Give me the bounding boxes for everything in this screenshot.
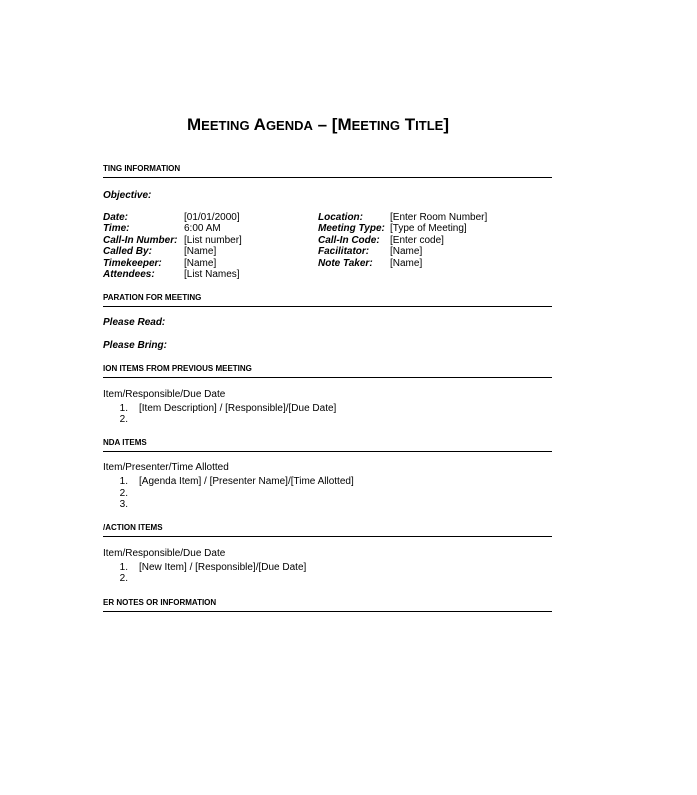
objective-label: Objective: bbox=[103, 190, 152, 201]
list-item-number: 1. bbox=[119, 403, 128, 414]
title-text: EETING bbox=[351, 118, 401, 133]
call-in-number-value: [List number] bbox=[184, 235, 242, 246]
list-item: [Agenda Item] / [Presenter Name]/[Time Allotted] bbox=[139, 476, 354, 487]
call-in-code-label: Call-In Code: bbox=[318, 235, 380, 246]
list-item: [Item Description] / [Responsible]/[Due Date] bbox=[139, 403, 337, 414]
attendees-value: [List Names] bbox=[184, 269, 240, 280]
attendees-label: Attendees: bbox=[103, 269, 155, 280]
timekeeper-label: Timekeeper: bbox=[103, 258, 162, 269]
please-read-label: Please Read: bbox=[103, 317, 166, 328]
called-by-value: [Name] bbox=[184, 246, 217, 257]
list-item-number: 2. bbox=[119, 573, 128, 584]
list-item: [New Item] / [Responsible]/[Due Date] bbox=[139, 562, 307, 573]
action-items-header: Item/Responsible/Due Date bbox=[103, 389, 226, 400]
facilitator-value: [Name] bbox=[390, 246, 423, 257]
list-item-number: 1. bbox=[119, 562, 128, 573]
please-bring-label: Please Bring: bbox=[103, 340, 167, 351]
location-value: [Enter Room Number] bbox=[390, 212, 488, 223]
new-action-items-header: Item/Responsible/Due Date bbox=[103, 548, 226, 559]
list-item-number: 1. bbox=[119, 476, 128, 487]
title-text: T bbox=[404, 115, 416, 134]
section-heading-meeting-information: TING INFORMATION bbox=[103, 164, 552, 178]
title-text: ] bbox=[443, 115, 449, 134]
title-text: GENDA bbox=[265, 118, 313, 133]
section-heading-other-notes: ER NOTES OR INFORMATION bbox=[103, 598, 552, 612]
section-heading-preparation: PARATION FOR MEETING bbox=[103, 293, 552, 307]
meeting-type-value: [Type of Meeting] bbox=[390, 223, 467, 234]
title-text: EETING bbox=[201, 118, 250, 133]
call-in-code-value: [Enter code] bbox=[390, 235, 444, 246]
title-text: ITLE bbox=[415, 118, 444, 133]
location-label: Location: bbox=[318, 212, 363, 223]
date-label: Date: bbox=[103, 212, 129, 223]
list-item-number: 2. bbox=[119, 414, 128, 425]
page-title bbox=[0, 115, 636, 135]
time-label: Time: bbox=[103, 223, 130, 234]
timekeeper-value: [Name] bbox=[184, 258, 217, 269]
note-taker-label: Note Taker: bbox=[318, 258, 373, 269]
list-item-number: 2. bbox=[119, 488, 128, 499]
list-item-number: 3. bbox=[119, 499, 128, 510]
call-in-number-label: Call-In Number: bbox=[103, 235, 178, 246]
time-value: 6:00 AM bbox=[184, 223, 221, 234]
title-text: – [ bbox=[312, 115, 338, 134]
meeting-type-label: Meeting Type: bbox=[318, 223, 385, 234]
title-text: M bbox=[337, 115, 352, 134]
section-heading-previous-action-items: ION ITEMS FROM PREVIOUS MEETING bbox=[103, 364, 552, 378]
facilitator-label: Facilitator: bbox=[318, 246, 370, 257]
note-taker-value: [Name] bbox=[390, 258, 423, 269]
section-heading-new-action-items: /ACTION ITEMS bbox=[103, 523, 552, 537]
agenda-items-header: Item/Presenter/Time Allotted bbox=[103, 462, 229, 473]
title-text: A bbox=[253, 115, 266, 134]
called-by-label: Called By: bbox=[103, 246, 152, 257]
title-text: M bbox=[186, 115, 202, 134]
section-heading-agenda-items: NDA ITEMS bbox=[103, 438, 552, 452]
date-value: [01/01/2000] bbox=[184, 212, 240, 223]
